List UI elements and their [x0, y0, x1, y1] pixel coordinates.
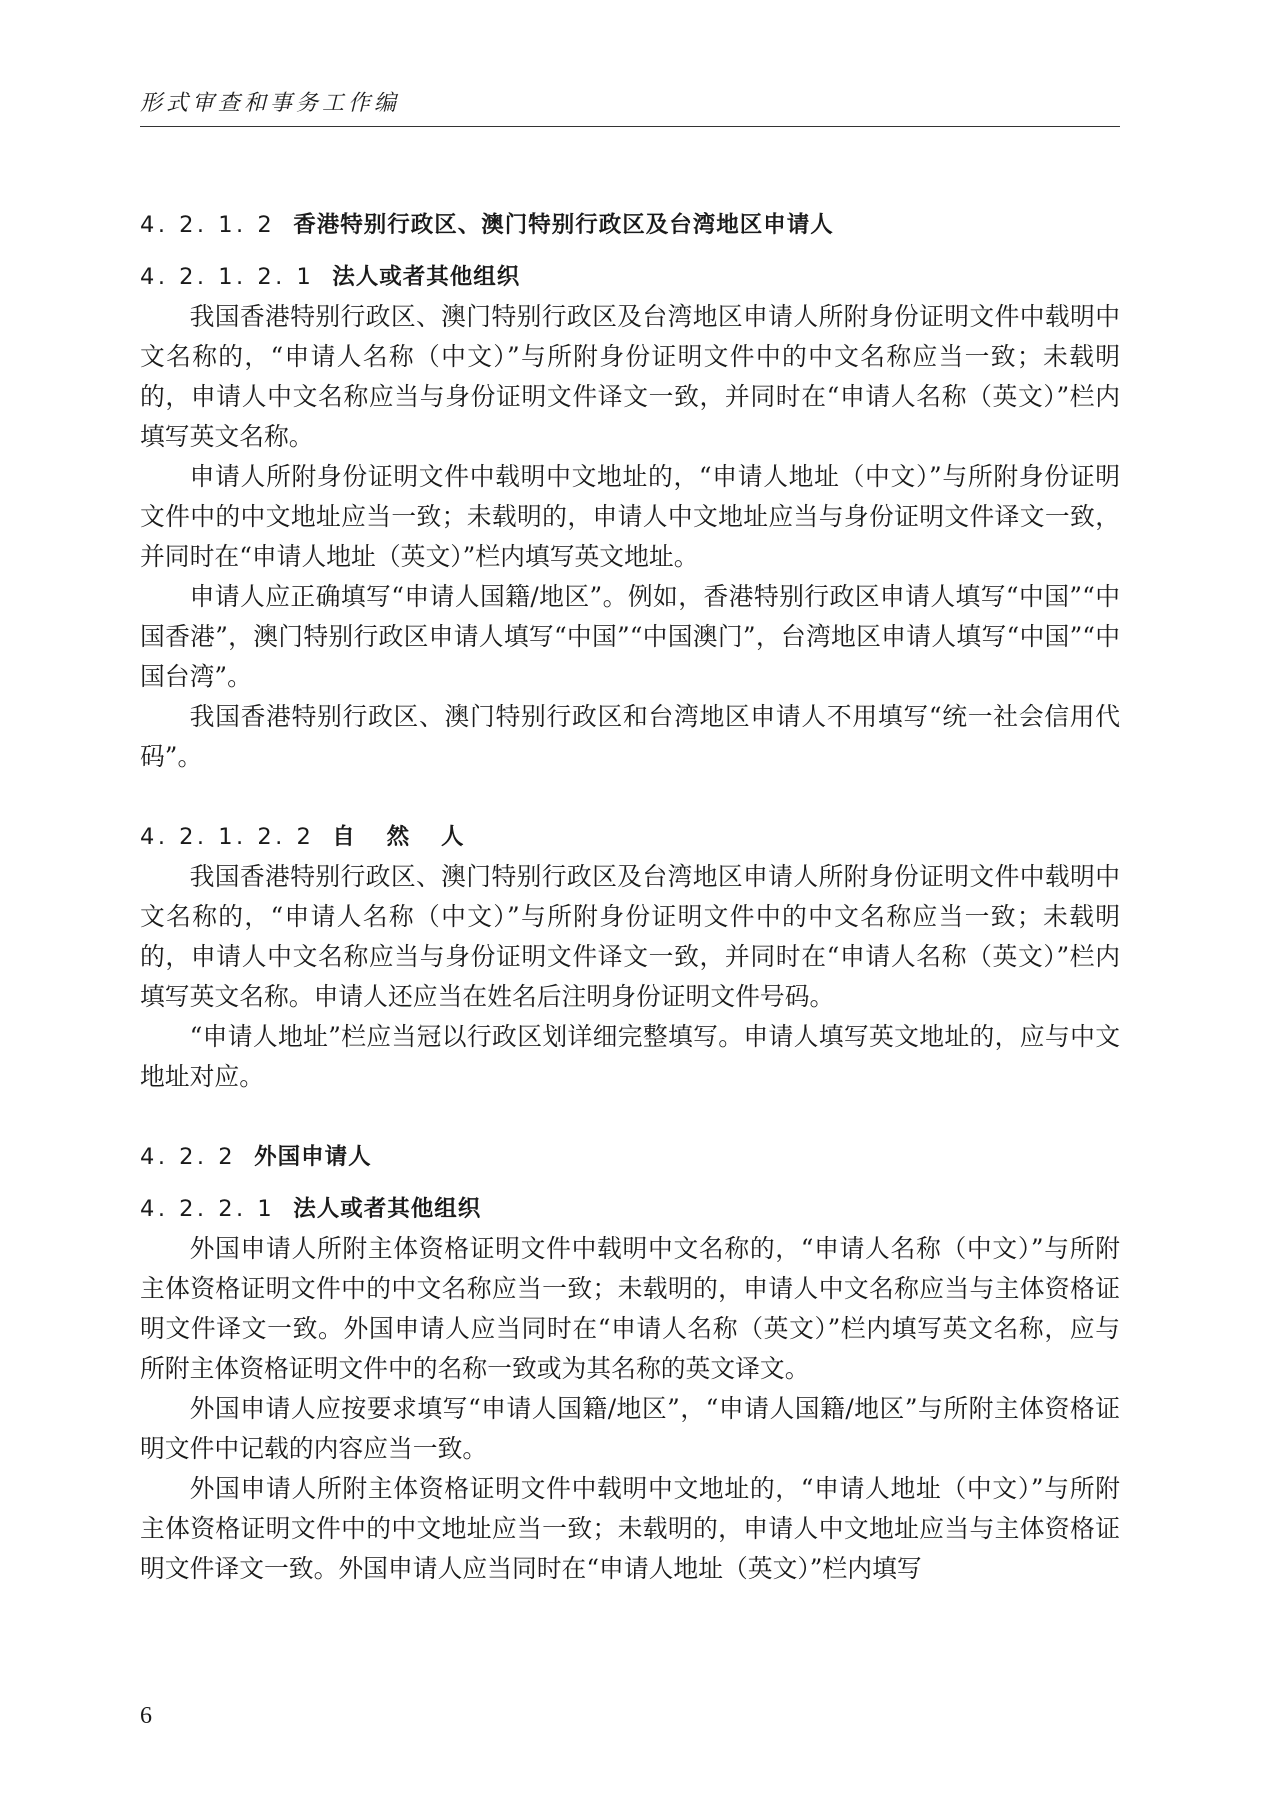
section-number: 4. 2. 1. 2. 1: [140, 264, 315, 290]
paragraph: “申请人地址”栏应当冠以行政区划详细完整填写。申请人填写英文地址的，应与中文地址对应。: [140, 1022, 1120, 1091]
paragraph: 我国香港特别行政区、澳门特别行政区和台湾地区申请人不用填写“统一社会信用代码”。: [140, 702, 1120, 771]
paragraph: 外国申请人应按要求填写“申请人国籍/地区”，“申请人国籍/地区”与所附主体资格证明文件中记载的内容应当一致。: [140, 1394, 1120, 1463]
section-heading-4-2-2-1: [140, 1189, 1120, 1229]
section-heading-4-2-1-2-2: [140, 817, 1120, 857]
running-header: 形式审查和事务工作编: [140, 91, 401, 116]
section-title: 外国申请人: [254, 1144, 372, 1170]
section-heading-4-2-1-2-1: [140, 257, 1120, 297]
section-number: 4. 2. 1. 2. 2: [140, 824, 315, 850]
section-title: 法人或者其他组织: [293, 1196, 482, 1222]
paragraph: 我国香港特别行政区、澳门特别行政区及台湾地区申请人所附身份证明文件中载明中文名称的，“申请人名称（中文）”与所附身份证明文件中的中文名称应当一致；未载明的，申请人中文名称应当与身份证明文件译文一致，并同时在“申请人名称（英文）”栏内填写英文名称。: [140, 302, 1120, 451]
section-title: 香港特别行政区、澳门特别行政区及台湾地区申请人: [293, 212, 834, 238]
paragraph: 我国香港特别行政区、澳门特别行政区及台湾地区申请人所附身份证明文件中载明中文名称的，“申请人名称（中文）”与所附身份证明文件中的中文名称应当一致；未载明的，申请人中文名称应当与身份证明文件译文一致，并同时在“申请人名称（英文）”栏内填写英文名称。申请人还应当在姓名后注明身份证明文件号码。: [140, 862, 1120, 1011]
paragraph: 申请人所附身份证明文件中载明中文地址的，“申请人地址（中文）”与所附身份证明文件中的中文地址应当一致；未载明的，申请人中文地址应当与身份证明文件译文一致，并同时在“申请人地址（英文）”栏内填写英文地址。: [140, 462, 1120, 571]
page-content: [140, 205, 1120, 1589]
section-title: 法人或者其他组织: [332, 264, 521, 290]
paragraph: 外国申请人所附主体资格证明文件中载明中文地址的，“申请人地址（中文）”与所附主体资格证明文件中的中文地址应当一致；未载明的，申请人中文地址应当与主体资格证明文件译文一致。外国申请人应当同时在“申请人地址（英文）”栏内填写: [140, 1474, 1120, 1583]
section-heading-4-2-2: [140, 1137, 1120, 1177]
section-number: 4. 2. 1. 2: [140, 212, 276, 238]
paragraph: 申请人应正确填写“申请人国籍/地区”。例如，香港特别行政区申请人填写“中国”“中国香港”，澳门特别行政区申请人填写“中国”“中国澳门”，台湾地区申请人填写“中国”“中国台湾”。: [140, 582, 1120, 691]
section-number: 4. 2. 2: [140, 1144, 237, 1170]
section-number: 4. 2. 2. 1: [140, 1196, 276, 1222]
section-title: 自 然 人: [332, 824, 476, 850]
section-heading-4-2-1-2: [140, 205, 1120, 245]
page-number: 6: [140, 1703, 152, 1729]
header-rule: [140, 126, 1120, 127]
paragraph: 外国申请人所附主体资格证明文件中载明中文名称的，“申请人名称（中文）”与所附主体资格证明文件中的中文名称应当一致；未载明的，申请人中文名称应当与主体资格证明文件译文一致。外国申请人应当同时在“申请人名称（英文）”栏内填写英文名称，应与所附主体资格证明文件中的名称一致或为其名称的英文译文。: [140, 1234, 1120, 1383]
